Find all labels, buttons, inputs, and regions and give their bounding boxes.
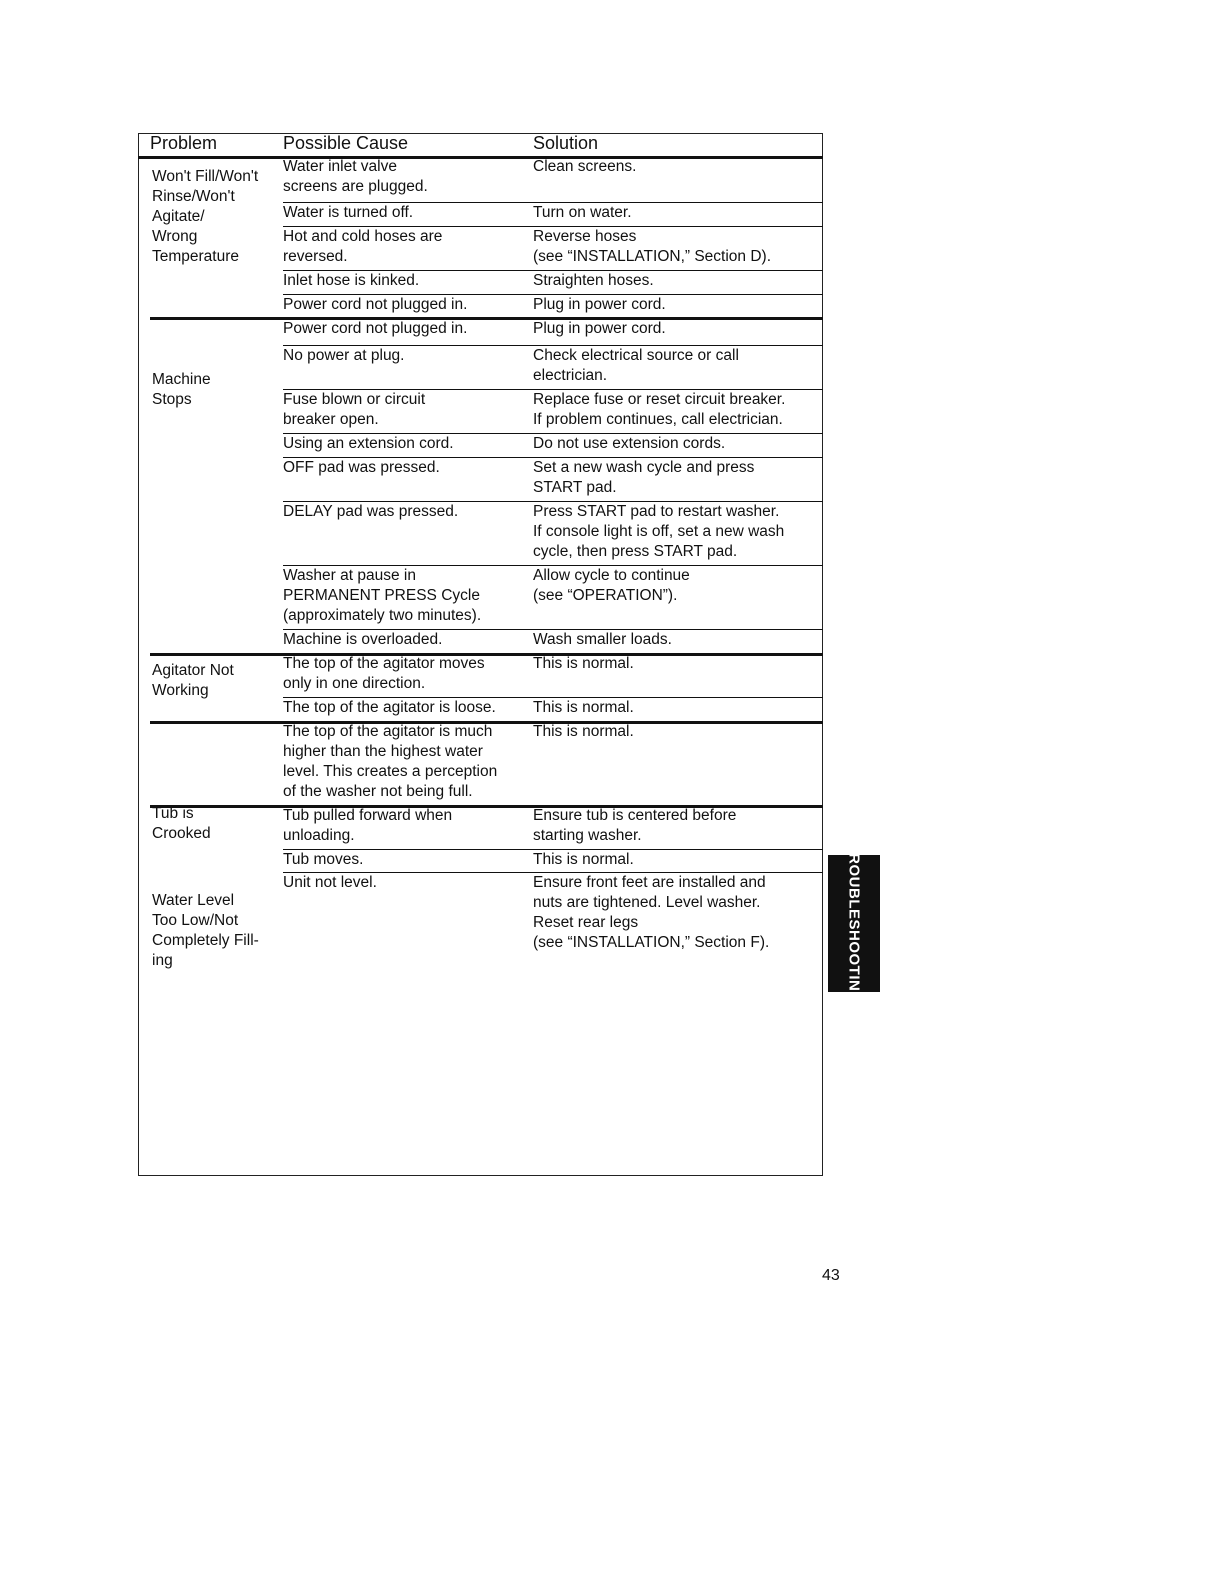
solution-cell: Check electrical source or call electrician. <box>533 347 739 384</box>
solution-cell: Plug in power cord. <box>533 296 666 313</box>
solution-cell: This is normal. <box>533 851 634 868</box>
solution-cell: Ensure tub is centered before starting washer. <box>533 807 737 844</box>
solution-cell: Do not use extension cords. <box>533 435 726 452</box>
header-rule <box>138 156 823 159</box>
solution-cell: Press START pad to restart washer. If console light is off, set a new wash cycle, then press START pad. <box>533 503 785 560</box>
cause-cell: Machine is overloaded. <box>283 631 443 648</box>
solution-cell: Set a new wash cycle and press START pad. <box>533 459 755 496</box>
cause-cell: Power cord not plugged in. <box>283 296 468 313</box>
problem-label: Won't Fill/Won't Rinse/Won't Agitate/ Wrong Temperature <box>152 168 259 265</box>
header-solution: Solution <box>533 133 599 153</box>
cause-cell: Washer at pause in PERMANENT PRESS Cycle (approximately two minutes). <box>283 567 482 624</box>
solution-cell: Clean screens. <box>533 158 637 175</box>
problem-label: Tub is Crooked <box>152 805 211 842</box>
section-rule <box>150 653 823 656</box>
cause-cell: DELAY pad was pressed. <box>283 503 459 520</box>
solution-cell: Reverse hoses (see “INSTALLATION,” Section D). <box>533 228 772 265</box>
cause-cell: Water inlet valve screens are plugged. <box>283 158 428 195</box>
problem-label: Water Level Too Low/Not Completely Fill- ing <box>152 892 259 969</box>
solution-cell: Plug in power cord. <box>533 320 666 337</box>
cause-cell: Using an extension cord. <box>283 435 454 452</box>
cause-cell: The top of the agitator is much higher than the highest water level. This creates a perception of the washer not being full. <box>283 723 498 800</box>
solution-cell: This is normal. <box>533 655 634 672</box>
solution-cell: This is normal. <box>533 699 634 716</box>
cause-cell: Fuse blown or circuit breaker open. <box>283 391 426 428</box>
solution-cell: Replace fuse or reset circuit breaker. If problem continues, call electrician. <box>533 391 786 428</box>
troubleshooting-tab-label: TROUBLESHOOTING <box>845 843 863 1004</box>
header-problem: Problem <box>150 133 218 153</box>
solution-cell: This is normal. <box>533 723 634 740</box>
solution-cell: Ensure front feet are installed and nuts are tightened. Level washer. Reset rear legs (see “INSTALLATION,” Section F). <box>533 874 770 951</box>
cause-cell: Water is turned off. <box>283 204 414 221</box>
solution-cell: Turn on water. <box>533 204 632 221</box>
problem-label: Machine Stops <box>152 371 211 408</box>
page-number: 43 <box>822 1267 840 1284</box>
section-rule <box>150 317 823 320</box>
cause-cell: Tub moves. <box>283 851 364 868</box>
cause-cell: Power cord not plugged in. <box>283 320 468 337</box>
solution-cell: Allow cycle to continue (see “OPERATION”). <box>533 567 690 604</box>
cause-cell: OFF pad was pressed. <box>283 459 440 476</box>
cause-cell: No power at plug. <box>283 347 405 364</box>
cause-cell: The top of the agitator is loose. <box>283 699 496 716</box>
cause-cell: Tub pulled forward when unloading. <box>283 807 453 844</box>
cause-cell: The top of the agitator moves only in one direction. <box>283 655 485 692</box>
solution-cell: Straighten hoses. <box>533 272 654 289</box>
solution-cell: Wash smaller loads. <box>533 631 672 648</box>
troubleshooting-tab <box>828 843 880 1004</box>
problem-label: Agitator Not Working <box>152 662 234 699</box>
cause-cell: Hot and cold hoses are reversed. <box>283 228 443 265</box>
cause-cell: Unit not level. <box>283 874 377 891</box>
header-possible-cause: Possible Cause <box>283 133 409 153</box>
cause-cell: Inlet hose is kinked. <box>283 272 420 289</box>
